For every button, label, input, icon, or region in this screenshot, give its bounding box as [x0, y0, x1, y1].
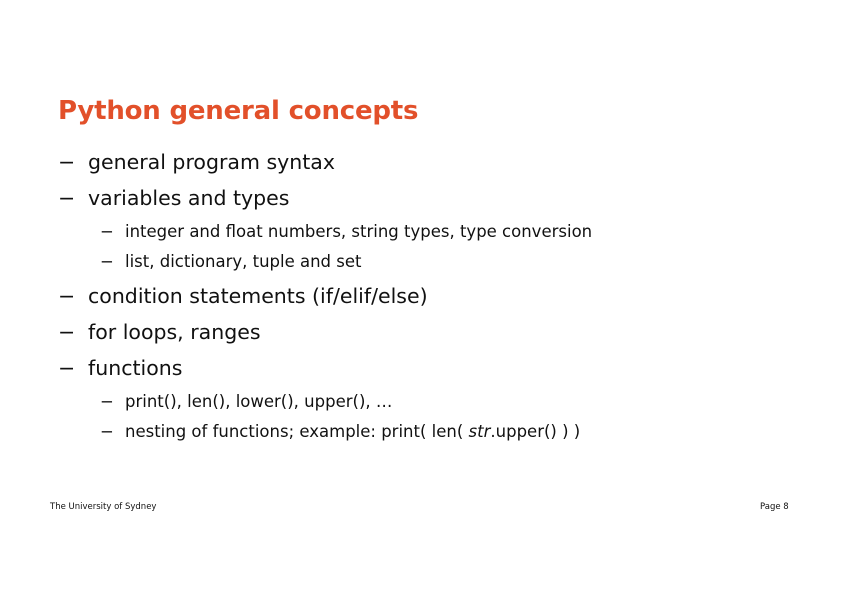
- bullet-text: variables and types: [88, 186, 290, 210]
- bullet-dash: −: [58, 186, 76, 210]
- bullet-dash: −: [58, 320, 76, 344]
- sub-bullet-item: [58, 250, 592, 282]
- bullet-text: general program syntax: [88, 150, 335, 174]
- bullet-item: [58, 184, 592, 220]
- bullet-dash: −: [58, 356, 76, 380]
- bullet-text: list, dictionary, tuple and set: [125, 252, 362, 271]
- bullet-dash: −: [100, 392, 114, 411]
- bullet-item: [58, 318, 592, 354]
- bullet-item: [58, 354, 592, 390]
- bullet-item: [58, 148, 592, 184]
- slide-title: Python general concepts: [58, 96, 419, 126]
- bullet-dash: −: [100, 422, 114, 441]
- bullet-item: [58, 282, 592, 318]
- bullet-list: [58, 148, 592, 450]
- bullet-text: for loops, ranges: [88, 320, 261, 344]
- bullet-text: [125, 422, 580, 441]
- sub-bullet-item: [58, 420, 592, 450]
- footer-institution: The University of Sydney: [50, 502, 157, 512]
- bullet-text: condition statements (if/elif/else): [88, 284, 428, 308]
- bullet-dash: −: [58, 284, 76, 308]
- bullet-dash: −: [100, 252, 114, 271]
- sub-bullet-item: [58, 390, 592, 420]
- bullet-text: functions: [88, 356, 183, 380]
- bullet-dash: −: [58, 150, 76, 174]
- bullet-text: print(), len(), lower(), upper(), …: [125, 392, 393, 411]
- bullet-text: integer and float numbers, string types, type conversion: [125, 222, 593, 241]
- bullet-text-before: nesting of functions; example: print( len(: [125, 422, 469, 441]
- bullet-dash: −: [100, 222, 114, 241]
- bullet-text-after: .upper() ) ): [490, 422, 581, 441]
- bullet-text-italic: str: [468, 422, 491, 441]
- sub-bullet-item: [58, 220, 592, 250]
- footer-page-number: Page 8: [760, 502, 789, 512]
